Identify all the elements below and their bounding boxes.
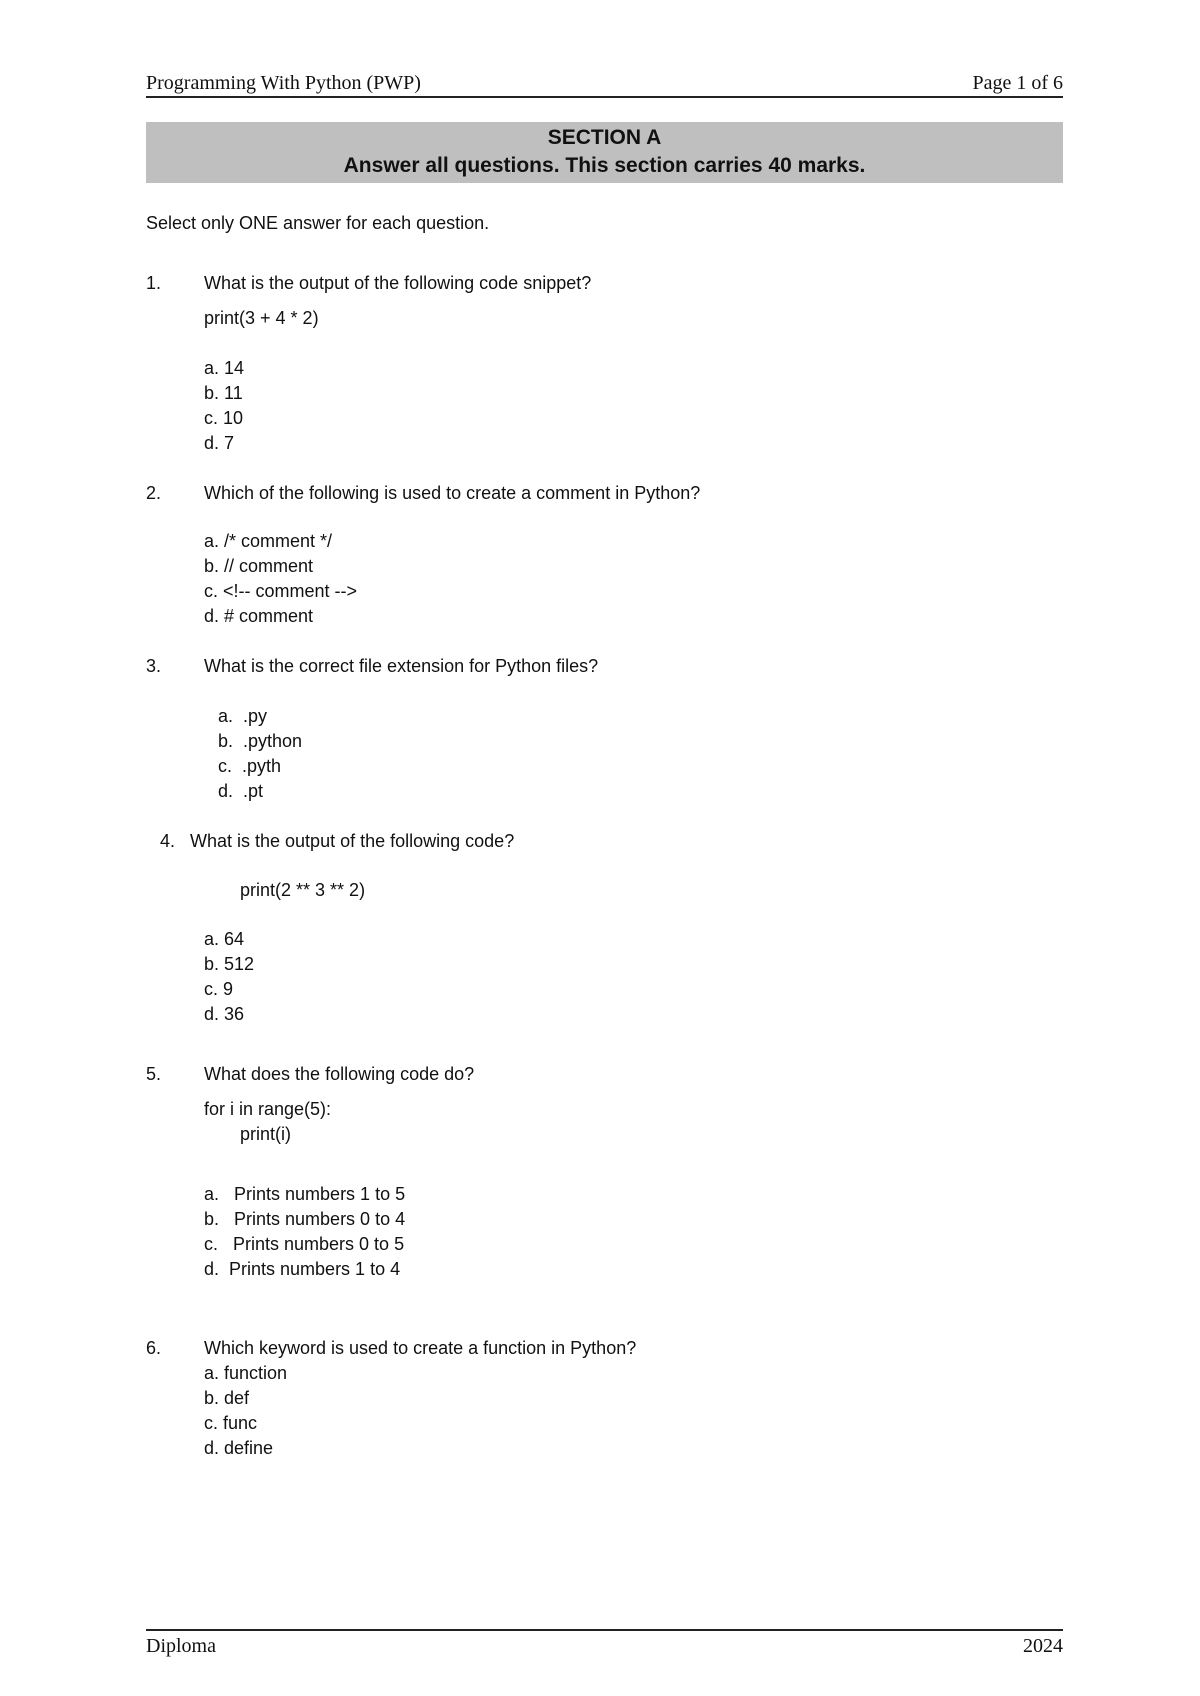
question-number: 5. — [146, 1064, 162, 1084]
option-item: c. 10 — [204, 408, 244, 428]
option-item: b. 512 — [204, 954, 255, 974]
footer-program: Diploma — [146, 1635, 216, 1657]
question-number: 4. — [160, 831, 176, 851]
code-line: for i in range(5): — [204, 1099, 332, 1119]
option-item: a. /* comment */ — [204, 531, 333, 551]
header-course-title: Programming With Python (PWP) — [146, 72, 421, 94]
instructions: Select only ONE answer for each question. — [146, 213, 490, 233]
option-item: a. 14 — [204, 358, 245, 378]
option-item: a. function — [204, 1363, 288, 1383]
option-item: d. define — [204, 1438, 274, 1458]
code-line: print(i) — [240, 1124, 292, 1144]
option-item: b. def — [204, 1388, 250, 1408]
question-text: What is the output of the following code? — [190, 831, 515, 851]
question-text: What is the correct file extension for Python files? — [204, 656, 599, 676]
option-item: d. .pt — [218, 781, 264, 801]
section-subtitle: Answer all questions. This section carries 40 marks. — [343, 154, 866, 177]
option-item: a. 64 — [204, 929, 245, 949]
question-text: Which of the following is used to create a comment in Python? — [204, 483, 701, 503]
code-line: print(3 + 4 * 2) — [204, 308, 319, 328]
footer-divider — [146, 1629, 1063, 1631]
option-item: c. .pyth — [218, 756, 282, 776]
question-text: What does the following code do? — [204, 1064, 475, 1084]
section-banner — [146, 122, 1063, 183]
question-number: 2. — [146, 483, 162, 503]
option-item: a. .py — [218, 706, 268, 726]
question-number: 3. — [146, 656, 162, 676]
option-item: b. // comment — [204, 556, 314, 576]
question-number: 1. — [146, 273, 162, 293]
header-divider — [146, 96, 1063, 98]
option-item: b. Prints numbers 0 to 4 — [204, 1209, 406, 1229]
option-item: c. Prints numbers 0 to 5 — [204, 1234, 405, 1254]
option-item: c. <!-- comment --> — [204, 581, 358, 601]
option-item: d. # comment — [204, 606, 314, 626]
section-title: SECTION A — [547, 126, 662, 149]
option-item: c. 9 — [204, 979, 234, 999]
question-text: Which keyword is used to create a function in Python? — [204, 1338, 637, 1358]
option-item: b. 11 — [204, 383, 243, 403]
option-item: b. .python — [218, 731, 303, 751]
option-item: c. func — [204, 1413, 258, 1433]
option-item: d. 7 — [204, 433, 235, 453]
question-number: 6. — [146, 1338, 162, 1358]
option-item: a. Prints numbers 1 to 5 — [204, 1184, 406, 1204]
option-item: d. Prints numbers 1 to 4 — [204, 1259, 401, 1279]
question-text: What is the output of the following code snippet? — [204, 273, 592, 293]
header-page-number: Page 1 of 6 — [972, 72, 1063, 94]
footer-year: 2024 — [1023, 1635, 1063, 1657]
option-item: d. 36 — [204, 1004, 245, 1024]
code-line: print(2 ** 3 ** 2) — [240, 880, 366, 900]
